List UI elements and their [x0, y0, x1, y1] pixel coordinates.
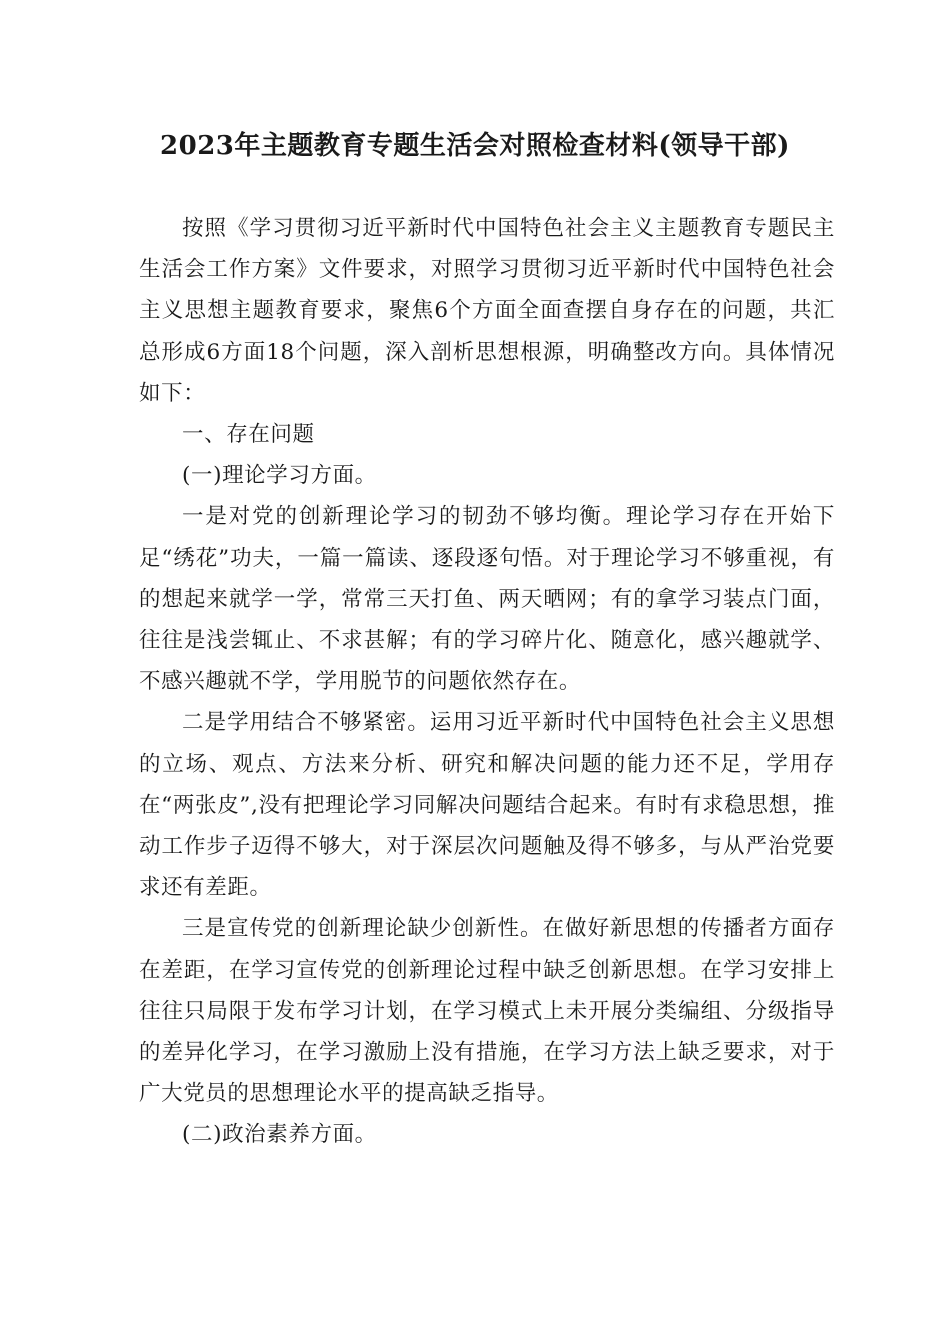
document-body — [139, 208, 835, 1156]
paragraph-problem-3: 三是宣传党的创新理论缺少创新性。在做好新思想的传播者方面存在差距，在学习宣传党的创新理论过程中缺乏创新思想。在学习安排上往往只局限于发布学习计划，在学习模式上未开展分类编组、分级指导的差异化学习，在学习激励上没有措施，在学习方法上缺乏要求，对于广大党员的思想理论水平的提高缺乏指导。 — [139, 916, 835, 1107]
paragraph-intro: 按照《学习贯彻习近平新时代中国特色社会主义主题教育专题民主生活会工作方案》文件要求，对照学习贯彻习近平新时代中国特色社会主义思想主题教育要求，聚焦6个方面全面查摆自身存在的问题，共汇总形成6方面18个问题，深入剖析思想根源，明确整改方向。具体情况如下： — [139, 216, 835, 406]
paragraph-problem-2: 二是学用结合不够紧密。运用习近平新时代中国特色社会主义思想的立场、观点、方法来分析、研究和解决问题的能力还不足，学用存在“两张皮”,没有把理论学习同解决问题结合起来。有时有求稳思想，推动工作步子迈得不够大，对于深层次问题触及得不够多，与从严治党要求还有差距。 — [139, 710, 835, 901]
subsection-heading-politics: (二)政治素养方面。 — [182, 1122, 377, 1148]
subsection-heading-theory: (一)理论学习方面。 — [182, 463, 377, 489]
section-heading-problems: 一、存在问题 — [182, 422, 315, 448]
paragraph-problem-1: 一是对党的创新理论学习的韧劲不够均衡。理论学习存在开始下足“绣花”功夫，一篇一篇读、逐段逐句悟。对于理论学习不够重视，有的想起来就学一学，常常三天打鱼、两天晒网；有的拿学习装点门面，往往是浅尝辄止、不求甚解；有的学习碎片化、随意化，感兴趣就学、不感兴趣就不学，学用脱节的问题依然存在。 — [139, 504, 835, 695]
document-title: 2023年主题教育专题生活会对照检查材料(领导干部) — [160, 131, 790, 161]
